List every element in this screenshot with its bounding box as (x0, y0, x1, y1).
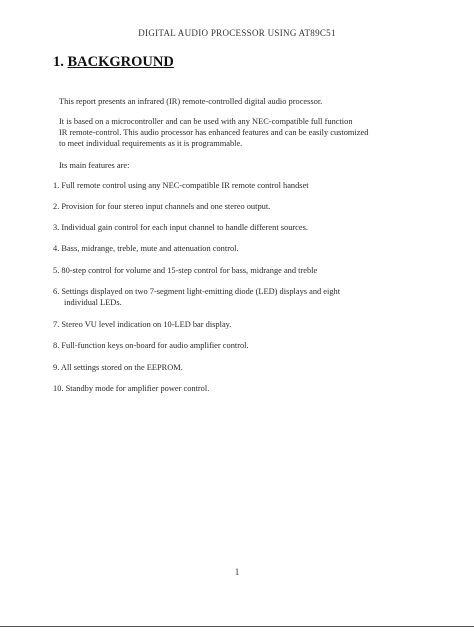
feature-text: Standby mode for amplifier power control. (65, 384, 210, 393)
feature-item (53, 383, 423, 394)
page-bottom-divider (0, 626, 474, 627)
feature-item (53, 180, 423, 191)
feature-item (53, 362, 423, 373)
feature-number: 5. (53, 266, 60, 275)
section-number: 1. (53, 54, 64, 70)
feature-text: 80-step control for volume and 15-step control for bass, midrange and treble (61, 266, 318, 275)
page-number: 1 (234, 567, 240, 577)
intro-paragraph-2-line-2: IR remote-control. This audio processor has enhanced features and can be easily customized (59, 128, 369, 137)
feature-text: Stereo VU level indication on 10-LED bar display. (61, 320, 232, 329)
intro-paragraph-1: This report presents an infrared (IR) remote-controlled digital audio processor. (59, 97, 323, 106)
feature-text: Full-function keys on-board for audio amplifier control. (61, 341, 249, 350)
feature-number: 4. (53, 244, 60, 253)
feature-text: All settings stored on the EEPROM. (60, 363, 183, 372)
feature-item (53, 319, 423, 330)
feature-item (53, 201, 423, 212)
feature-text: Individual gain control for each input channel to handle different sources. (61, 223, 308, 232)
feature-item (53, 286, 423, 308)
intro-paragraph-2-line-3: to meet individual requirements as it is programmable. (59, 139, 243, 148)
section-title: BACKGROUND (67, 54, 174, 70)
feature-number: 7. (53, 320, 60, 329)
feature-item (53, 222, 423, 233)
feature-text: Full remote control using any NEC-compatible IR remote control handset (61, 181, 309, 190)
feature-text-continued: individual LEDs. (64, 298, 122, 307)
feature-item (53, 340, 423, 351)
feature-number: 3. (53, 223, 60, 232)
feature-number: 9. (53, 363, 60, 372)
feature-number: 6. (53, 287, 60, 296)
feature-number: 10. (53, 384, 64, 393)
feature-item (53, 265, 423, 276)
running-header: DIGITAL AUDIO PROCESSOR USING AT89C51 (138, 28, 336, 38)
intro-paragraph-2-line-1: It is based on a microcontroller and can be used with any NEC-compatible full function (59, 117, 353, 126)
feature-text: Provision for four stereo input channels and one stereo output. (61, 202, 271, 211)
section-heading (53, 54, 174, 71)
feature-number: 1. (53, 181, 60, 190)
feature-item (53, 243, 423, 254)
features-intro: Its main features are: (59, 161, 130, 170)
feature-text: Bass, midrange, treble, mute and attenuation control. (61, 244, 239, 253)
feature-number: 8. (53, 341, 60, 350)
intro-paragraph-2 (59, 116, 419, 149)
feature-text: Settings displayed on two 7-segment light-emitting diode (LED) displays and eight (61, 287, 341, 296)
feature-number: 2. (53, 202, 60, 211)
